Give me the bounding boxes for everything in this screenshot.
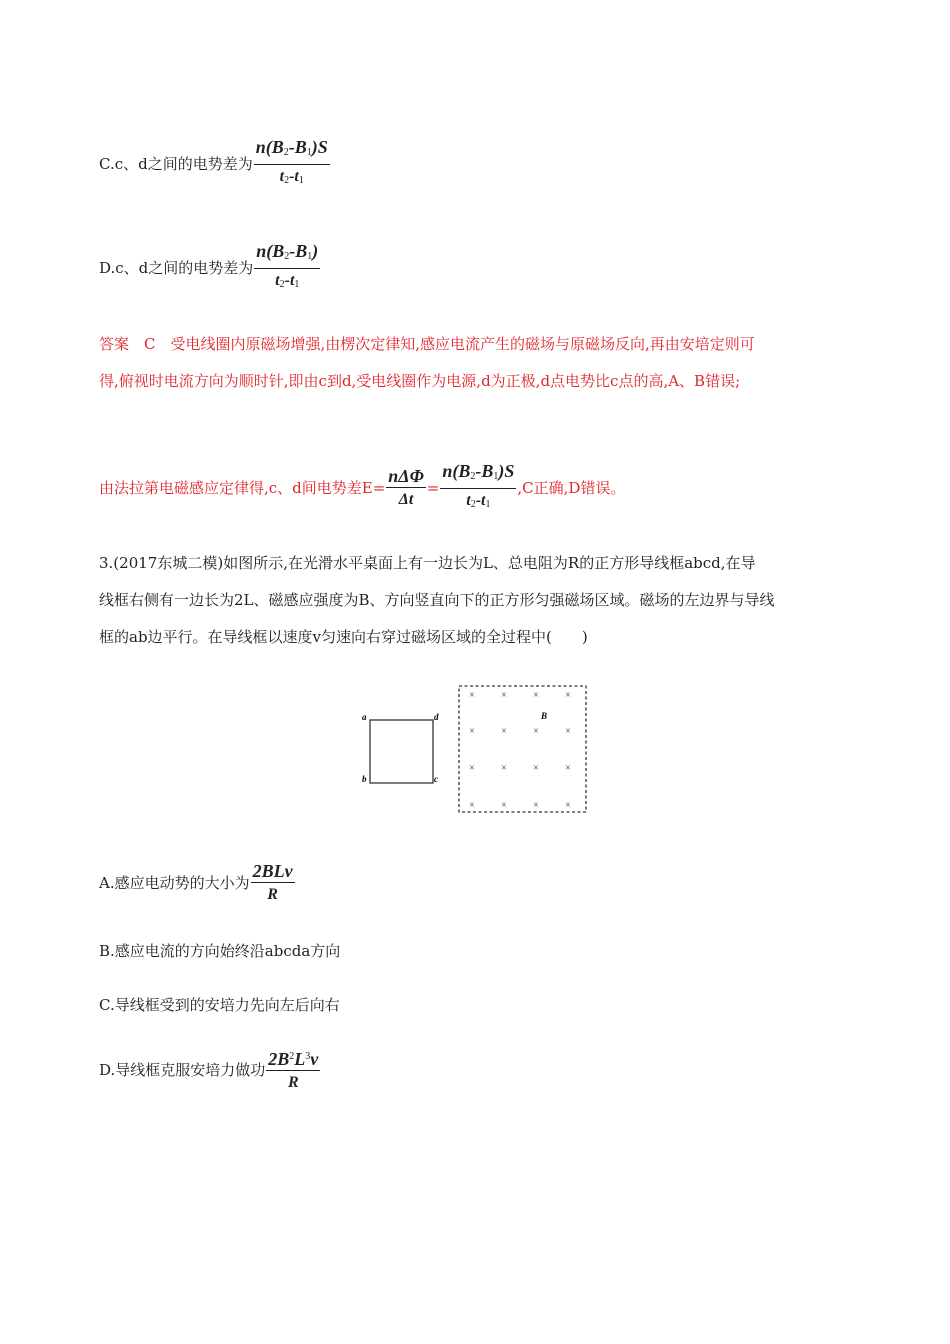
- fraction-numerator: $2B^2L^3v$: [266, 1046, 320, 1071]
- field-cross: ×: [469, 690, 475, 701]
- fraction-denominator: $t_2-t_1$: [466, 492, 491, 510]
- label-c: c: [434, 774, 438, 784]
- question-3-line-1: 3.(2017东城二模)如图所示,在光滑水平桌面上有一边长为L、总电阻为R的正方形导线框abcd,在导: [99, 554, 756, 572]
- option-b-text: B.感应电流的方向始终沿abcda方向: [99, 942, 341, 960]
- option-a: [99, 860, 296, 905]
- field-cross: ×: [565, 726, 571, 737]
- answer-line-3-pre: 由法拉第电磁感应定律得,c、d间电势差E=: [99, 479, 386, 497]
- option-d-prev: [99, 240, 321, 295]
- field-cross: ×: [501, 726, 507, 737]
- magnetic-field-region: [459, 686, 586, 812]
- answer-explanation: [99, 326, 859, 400]
- field-cross: ×: [533, 763, 539, 774]
- field-cross: ×: [533, 800, 539, 811]
- field-cross: ×: [469, 800, 475, 811]
- option-a-fraction: [251, 860, 295, 905]
- label-a: a: [362, 712, 367, 722]
- circuit-figure: [355, 678, 595, 818]
- fraction-denominator: $t_2-t_1$: [279, 168, 304, 186]
- field-cross: ×: [501, 763, 507, 774]
- option-c-prev-text: C.c、d之间的电势差为: [99, 155, 253, 173]
- question-3-stem: [99, 545, 859, 656]
- field-cross: ×: [565, 800, 571, 811]
- field-cross: ×: [565, 690, 571, 701]
- label-b: b: [362, 774, 367, 784]
- label-d: d: [434, 712, 439, 722]
- field-cross: ×: [469, 763, 475, 774]
- option-c: [99, 994, 340, 1015]
- label-field-b: B: [541, 711, 548, 721]
- fraction-denominator: Δt: [398, 491, 414, 508]
- fraction-denominator: R: [267, 886, 278, 903]
- wire-frame: [370, 720, 433, 783]
- fraction-numerator: $n(B_2-B_1)S$: [440, 460, 516, 489]
- question-3-line-3: 框的ab边平行。在导线框以速度v匀速向右穿过磁场区域的全过程中( ): [99, 628, 588, 646]
- option-d-prev-fraction: [254, 240, 320, 295]
- answer-line-1: 答案 C 受电线圈内原磁场增强,由楞次定律知,感应电流产生的磁场与原磁场反向,再由安培定则可: [99, 335, 755, 353]
- field-cross: ×: [533, 690, 539, 701]
- answer-line-3-post: ,C正确,D错误。: [517, 479, 626, 497]
- fraction-numerator: nΔΦ: [388, 466, 424, 486]
- fraction-numerator: $n(B_2-B_1)$: [254, 240, 320, 269]
- fraction-numerator: $n(B_2-B_1)S$: [254, 136, 330, 165]
- field-crosses: [469, 690, 571, 811]
- option-c-prev: [99, 136, 331, 191]
- field-cross: ×: [501, 690, 507, 701]
- answer-line-3: [99, 460, 625, 515]
- option-d-text: D.导线框克服安培力做功: [99, 1061, 266, 1079]
- question-3-line-2: 线框右侧有一边长为2L、磁感应强度为B、方向竖直向下的正方形匀强磁场区域。磁场的左边界与导线: [99, 591, 775, 609]
- fraction-denominator: $t_2-t_1$: [275, 272, 300, 290]
- field-cross: ×: [469, 726, 475, 737]
- fraction-denominator: R: [287, 1074, 299, 1091]
- faraday-fraction: [386, 465, 426, 510]
- emf-fraction: [440, 460, 516, 515]
- option-c-text: C.导线框受到的安培力先向左后向右: [99, 996, 340, 1014]
- answer-line-2: 得,俯视时电流方向为顺时针,即由c到d,受电线圈作为电源,d为正极,d点电势比c点的高,A、B错误;: [99, 372, 741, 390]
- option-d-fraction: [266, 1046, 320, 1093]
- field-cross: ×: [501, 800, 507, 811]
- option-b: [99, 940, 340, 961]
- field-cross: ×: [533, 726, 539, 737]
- option-c-prev-fraction: [254, 136, 330, 191]
- equals-sign: =: [426, 478, 440, 497]
- option-d: [99, 1046, 321, 1093]
- field-cross: ×: [565, 763, 571, 774]
- fraction-numerator: 2BLv: [252, 861, 293, 881]
- option-a-text: A.感应电动势的大小为: [99, 874, 250, 892]
- option-d-prev-text: D.c、d之间的电势差为: [99, 259, 254, 277]
